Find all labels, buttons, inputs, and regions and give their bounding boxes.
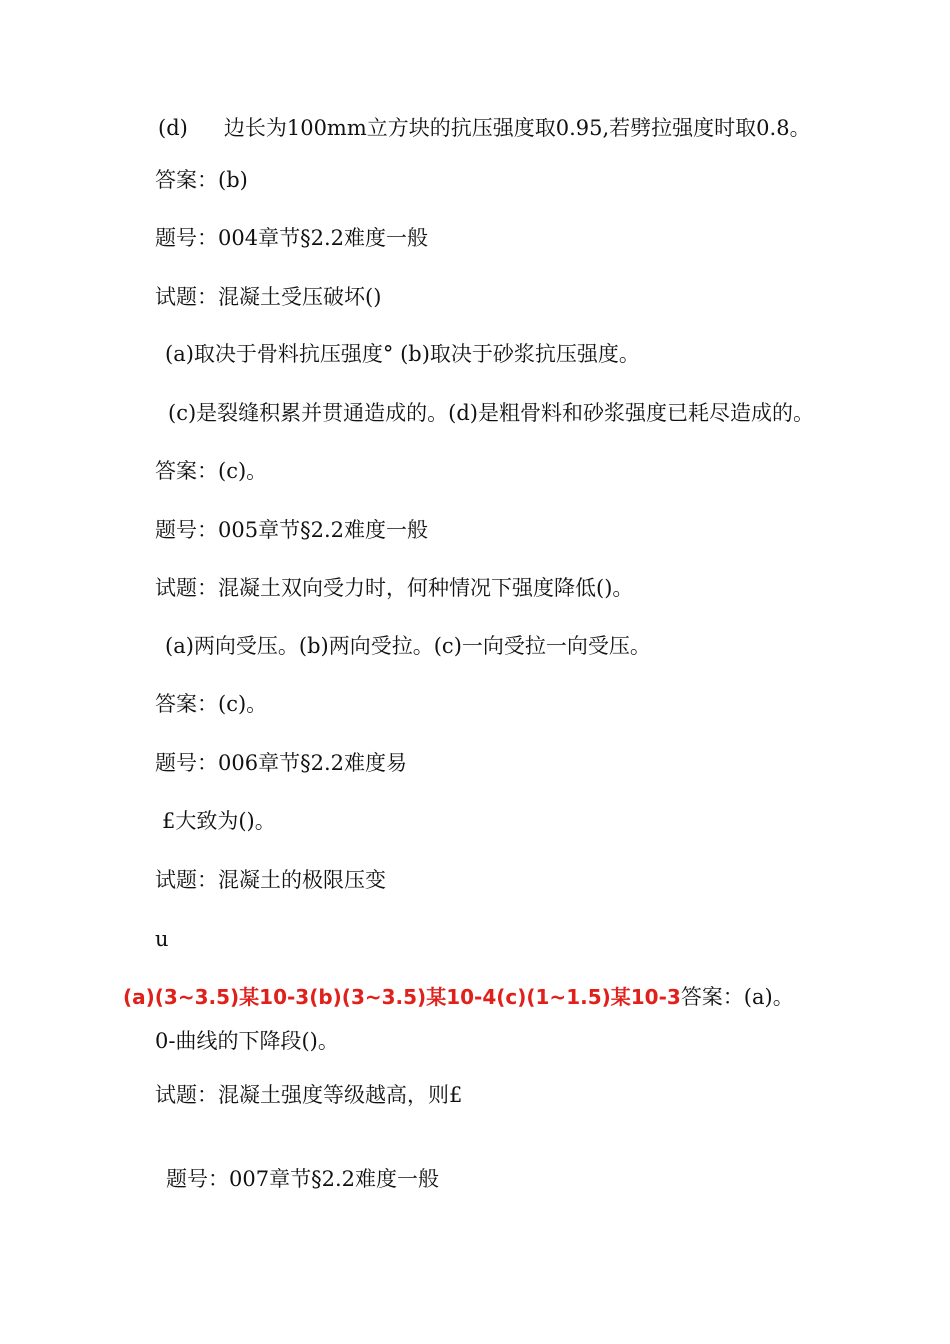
subscript-u: u: [155, 927, 169, 951]
question-number-007: 题号：007章节§2.2难度一般: [166, 1167, 439, 1191]
question-text-005: 试题：混凝土双向受力时，何种情况下强度降低()。: [155, 576, 634, 600]
answer-line-3: 答案：(c)。: [155, 692, 268, 716]
question-text-004: 试题：混凝土受压破坏(): [155, 285, 382, 309]
options-006-highlighted: (a)(3~3.5)某10-3(b)(3~3.5)某10-4(c)(1~1.5)某10-3: [123, 985, 681, 1009]
question-number-005: 题号：005章节§2.2难度一般: [155, 518, 428, 542]
answer-line-2: 答案：(c)。: [155, 459, 268, 483]
options-005: (a)两向受压。(b)两向受拉。(c)一向受拉一向受压。: [165, 634, 651, 658]
question-text-007: 试题：混凝土强度等级越高，则£: [155, 1083, 463, 1107]
option-d-label: (d): [158, 116, 188, 140]
question-number-004: 题号：004章节§2.2难度一般: [155, 226, 428, 250]
option-d-text: 边长为100mm立方块的抗压强度取0.95,若劈拉强度时取0.8。: [223, 116, 811, 140]
curve-fragment-line: 0-曲线的下降段()。: [155, 1029, 339, 1053]
answer-006: 答案：(a)。: [680, 985, 794, 1009]
options-cd-004: (c)是裂缝积累并贯通造成的。(d)是粗骨料和砂浆强度已耗尽造成的。: [168, 401, 814, 425]
question-fragment-006: £大致为()。: [162, 809, 276, 833]
question-text-006: 试题：混凝土的极限压变: [155, 868, 386, 892]
options-ab-004: (a)取决于骨料抗压强度° (b)取决于砂浆抗压强度。: [165, 342, 640, 366]
options-answer-006: [123, 983, 794, 1011]
question-number-006: 题号：006章节§2.2难度易: [155, 751, 407, 775]
option-d-line: [158, 114, 811, 142]
answer-line-1: 答案：(b): [155, 168, 248, 192]
